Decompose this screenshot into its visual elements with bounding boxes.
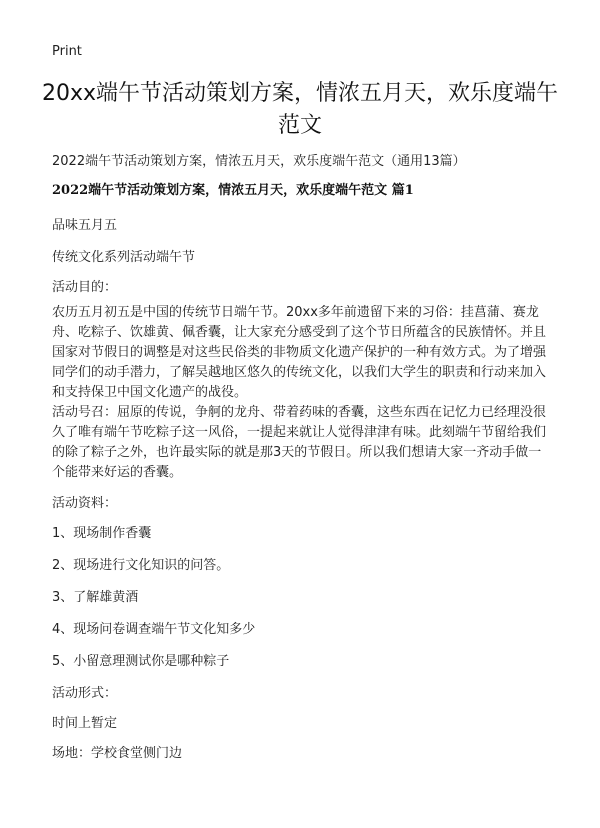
section-heading: 2022端午节活动策划方案，情浓五月天，欢乐度端午范文 篇1 [52,183,414,198]
time-line: 时间上暂定 [52,716,118,731]
materials-item-4: 4、现场问卷调查端午节文化知多少 [52,622,256,637]
pin-wei-line: 品味五月五 [52,218,118,233]
materials-item-1: 1、现场制作香囊 [52,526,152,541]
print-link[interactable]: Print [52,44,82,59]
purpose-label: 活动目的： [52,280,118,295]
form-label: 活动形式： [52,686,118,701]
venue-line: 场地：学校食堂侧门边 [52,746,183,761]
document-subtitle: 2022端午节活动策划方案，情浓五月天，欢乐度端午范文（通用13篇） [52,154,466,169]
purpose-paragraph: 农历五月初五是中国的传统节日端午节。20xx多年前遗留下来的习俗：挂菖蒲、赛龙舟、吃粽子、饮雄黄、佩香囊，让大家充分感受到了这个节日所蕴含的民族情怀。并且国家对节假日的调整是对这些民俗类的非物质文化遗产保护的一种有效方式。为了增强同学们的动手潜力，了解吴越地区悠久的传统文化，以我们大学生的职责和行动来加入和支持保卫中国文化遗产的战役。 [52,305,547,400]
materials-item-5: 5、小留意理测试你是哪种粽子 [52,654,230,669]
document-title: 20xx端午节活动策划方案，情浓五月天，欢乐度端午范文 [41,81,559,138]
materials-item-2: 2、现场进行文化知识的问答。 [52,558,230,573]
materials-label: 活动资料： [52,496,118,511]
slogan-paragraph: 活动号召：屈原的传说，争舸的龙舟、带着药味的香囊，这些东西在记忆力已经理没很久了唯有端午节吃粽子这一风俗，一提起来就让人觉得津津有味。此刻端午节留给我们的除了粽子之外，也许最实际的就是那3天的节假日。所以我们想请大家一齐动手做一个能带来好运的香囊。 [52,405,547,480]
materials-item-3: 3、了解雄黄酒 [52,590,139,605]
series-line: 传统文化系列活动端午节 [52,250,196,265]
